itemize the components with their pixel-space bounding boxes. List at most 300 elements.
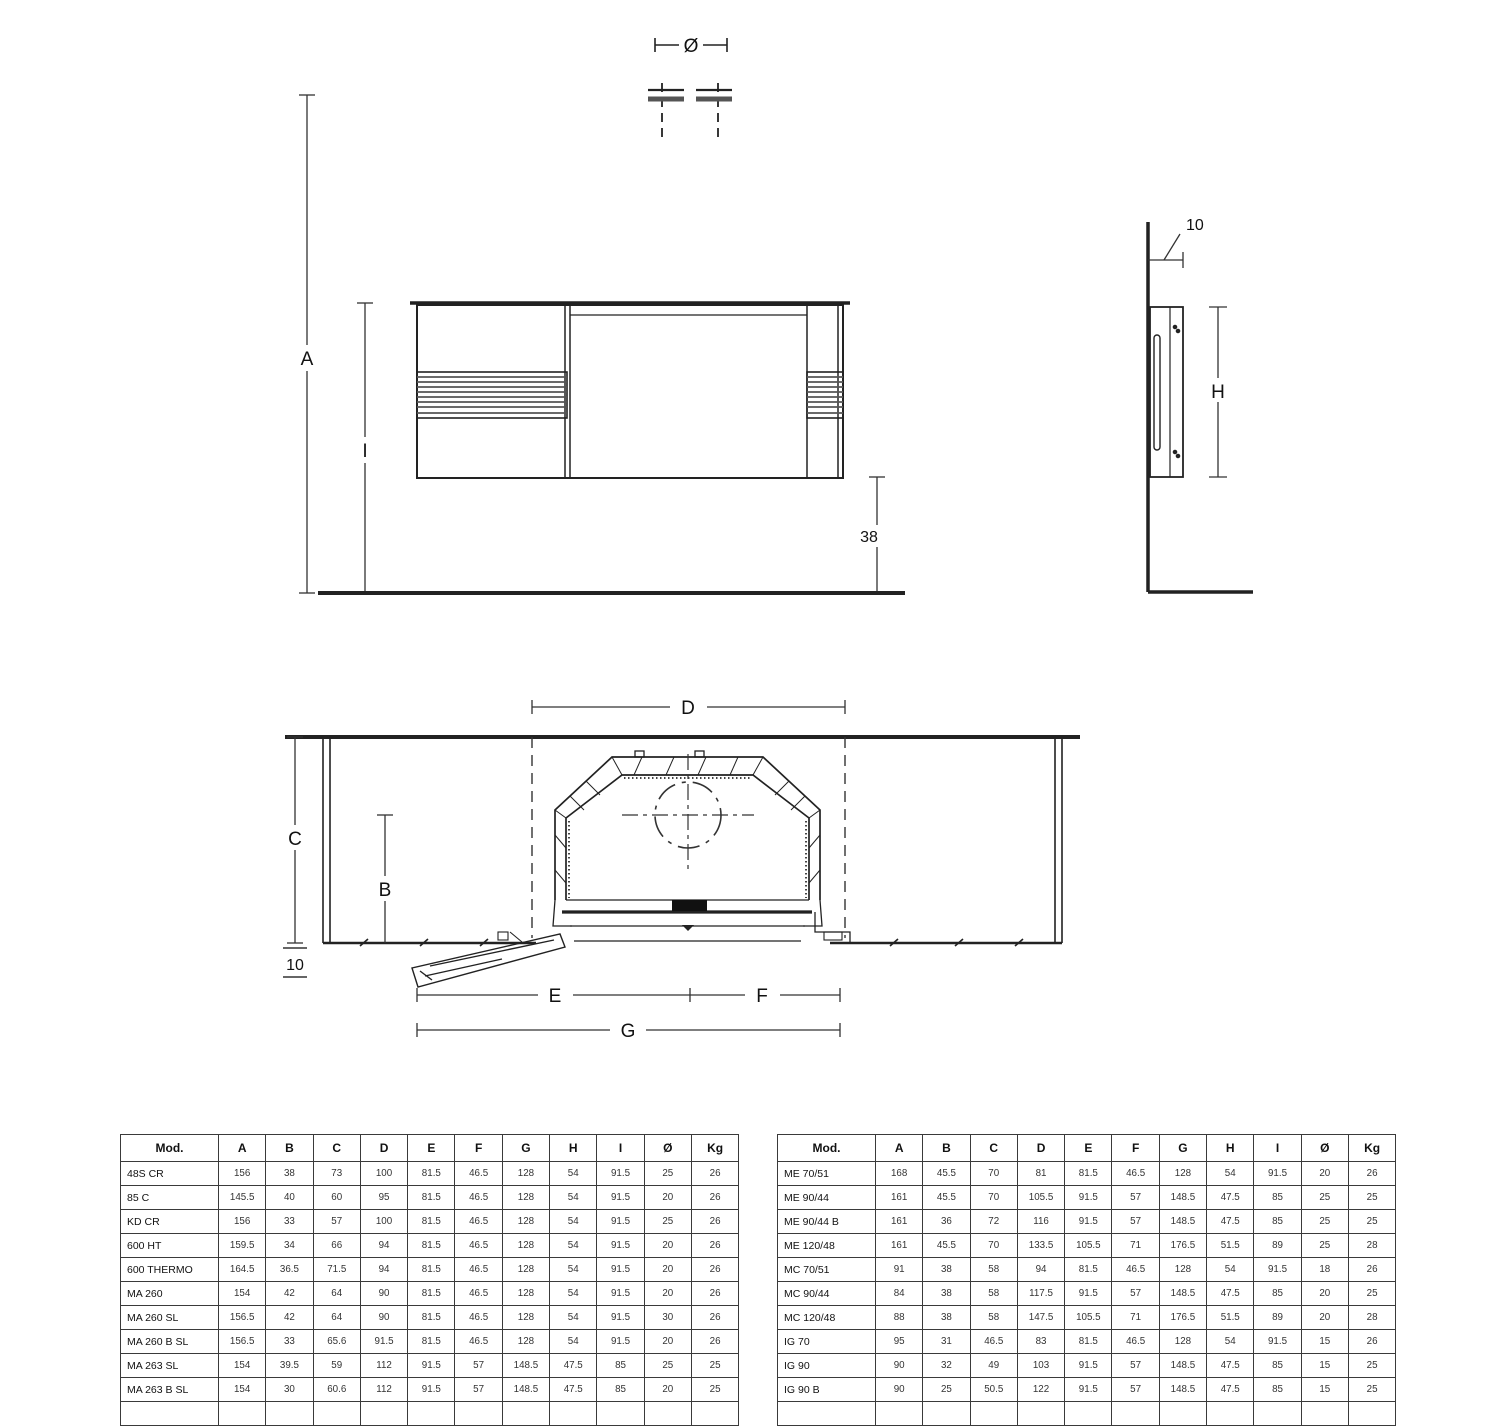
value-cell: 70 (970, 1186, 1017, 1210)
value-cell: 103 (1017, 1354, 1064, 1378)
value-cell: 25 (644, 1162, 691, 1186)
value-cell: 91.5 (360, 1330, 407, 1354)
value-cell: 156 (219, 1210, 266, 1234)
value-cell: 81.5 (408, 1210, 455, 1234)
value-cell: 46.5 (455, 1210, 502, 1234)
value-cell (1017, 1402, 1064, 1426)
value-cell: 45.5 (923, 1234, 970, 1258)
value-cell: 38 (923, 1306, 970, 1330)
value-cell (1065, 1402, 1112, 1426)
door-flap (412, 932, 565, 987)
value-cell: 105.5 (1065, 1306, 1112, 1330)
value-cell: 46.5 (455, 1258, 502, 1282)
value-cell: 47.5 (1207, 1354, 1254, 1378)
col-header: Kg (691, 1135, 738, 1162)
value-cell: 147.5 (1017, 1306, 1064, 1330)
model-cell: MC 120/48 (778, 1306, 876, 1330)
value-cell: 20 (644, 1330, 691, 1354)
value-cell: 145.5 (219, 1186, 266, 1210)
dimension-table-left (120, 1134, 739, 1426)
value-cell: 122 (1017, 1378, 1064, 1402)
hood-profile (1150, 307, 1183, 477)
value-cell: 57 (313, 1210, 360, 1234)
value-cell: 54 (550, 1210, 597, 1234)
table-header-row (121, 1135, 739, 1162)
value-cell: 90 (360, 1306, 407, 1330)
dimension-table-right (777, 1134, 1396, 1426)
value-cell: 38 (923, 1282, 970, 1306)
value-cell: 91 (876, 1258, 923, 1282)
value-cell: 26 (691, 1162, 738, 1186)
value-cell: 128 (502, 1330, 549, 1354)
value-cell (1207, 1402, 1254, 1426)
value-cell: 112 (360, 1354, 407, 1378)
model-cell: ME 120/48 (778, 1234, 876, 1258)
value-cell: 164.5 (219, 1258, 266, 1282)
value-cell: 91.5 (408, 1354, 455, 1378)
value-cell: 81.5 (408, 1186, 455, 1210)
dim-label-a: A (300, 349, 314, 370)
table-row-partial (121, 1402, 739, 1426)
dim-a-line (299, 95, 315, 593)
value-cell: 81.5 (408, 1282, 455, 1306)
model-cell: IG 90 B (778, 1378, 876, 1402)
value-cell (597, 1402, 644, 1426)
value-cell: 85 (597, 1378, 644, 1402)
value-cell (219, 1402, 266, 1426)
dimension-table-right-wrap (777, 1134, 1397, 1427)
value-cell: 20 (1301, 1162, 1348, 1186)
value-cell: 47.5 (1207, 1210, 1254, 1234)
value-cell: 71 (1112, 1306, 1159, 1330)
plan-view-drawing (270, 680, 1090, 1080)
model-cell: IG 90 (778, 1354, 876, 1378)
value-cell: 20 (1301, 1306, 1348, 1330)
value-cell: 46.5 (1112, 1162, 1159, 1186)
value-cell: 128 (1159, 1162, 1206, 1186)
value-cell: 57 (1112, 1210, 1159, 1234)
value-cell: 159.5 (219, 1234, 266, 1258)
value-cell: 60.6 (313, 1378, 360, 1402)
table-row (778, 1210, 1396, 1234)
value-cell: 65.6 (313, 1330, 360, 1354)
value-cell (923, 1402, 970, 1426)
model-cell (121, 1402, 219, 1426)
col-header: D (1017, 1135, 1064, 1162)
table-row (778, 1354, 1396, 1378)
value-cell: 91.5 (1065, 1186, 1112, 1210)
value-cell: 47.5 (550, 1378, 597, 1402)
value-cell: 85 (1254, 1282, 1301, 1306)
value-cell: 128 (502, 1234, 549, 1258)
value-cell: 85 (1254, 1210, 1301, 1234)
value-cell: 46.5 (455, 1186, 502, 1210)
table-row (121, 1258, 739, 1282)
value-cell: 105.5 (1065, 1234, 1112, 1258)
value-cell: 100 (360, 1210, 407, 1234)
table-row (121, 1306, 739, 1330)
dim-label-f: F (756, 986, 768, 1007)
value-cell: 81.5 (1065, 1330, 1112, 1354)
value-cell: 54 (550, 1162, 597, 1186)
value-cell: 85 (1254, 1378, 1301, 1402)
col-header: F (1112, 1135, 1159, 1162)
value-cell: 36.5 (266, 1258, 313, 1282)
value-cell: 148.5 (1159, 1378, 1206, 1402)
value-cell: 72 (970, 1210, 1017, 1234)
value-cell: 25 (1348, 1354, 1395, 1378)
dim-ef-line (417, 988, 840, 1002)
value-cell: 154 (219, 1354, 266, 1378)
model-cell: MA 263 B SL (121, 1378, 219, 1402)
value-cell: 70 (970, 1234, 1017, 1258)
value-cell: 33 (266, 1330, 313, 1354)
value-cell: 176.5 (1159, 1306, 1206, 1330)
value-cell: 25 (1348, 1186, 1395, 1210)
value-cell: 156.5 (219, 1330, 266, 1354)
value-cell: 26 (1348, 1162, 1395, 1186)
table-row (778, 1330, 1396, 1354)
value-cell: 46.5 (455, 1234, 502, 1258)
value-cell: 57 (455, 1354, 502, 1378)
table-row (121, 1162, 739, 1186)
value-cell: 95 (360, 1186, 407, 1210)
value-cell: 91.5 (1065, 1210, 1112, 1234)
value-cell: 91.5 (597, 1258, 644, 1282)
value-cell: 156 (219, 1162, 266, 1186)
flue-circle (622, 754, 754, 870)
model-cell: ME 90/44 (778, 1186, 876, 1210)
value-cell (360, 1402, 407, 1426)
value-cell: 90 (876, 1378, 923, 1402)
table-row (121, 1378, 739, 1402)
value-cell: 91.5 (1065, 1282, 1112, 1306)
value-cell: 94 (360, 1258, 407, 1282)
value-cell: 91.5 (597, 1210, 644, 1234)
col-header-model: Mod. (121, 1135, 219, 1162)
col-header: H (550, 1135, 597, 1162)
table-row (778, 1306, 1396, 1330)
model-cell: ME 70/51 (778, 1162, 876, 1186)
value-cell: 51.5 (1207, 1306, 1254, 1330)
col-header: A (876, 1135, 923, 1162)
value-cell: 45.5 (923, 1186, 970, 1210)
value-cell: 40 (266, 1186, 313, 1210)
value-cell: 91.5 (597, 1282, 644, 1306)
col-header: H (1207, 1135, 1254, 1162)
value-cell: 117.5 (1017, 1282, 1064, 1306)
value-cell: 128 (502, 1210, 549, 1234)
value-cell: 81.5 (1065, 1162, 1112, 1186)
dim-label-i: I (362, 441, 368, 462)
value-cell: 20 (644, 1378, 691, 1402)
value-cell: 36 (923, 1210, 970, 1234)
value-cell: 89 (1254, 1234, 1301, 1258)
value-cell: 25 (923, 1378, 970, 1402)
table-row (778, 1258, 1396, 1282)
value-cell: 20 (644, 1234, 691, 1258)
value-cell: 26 (691, 1258, 738, 1282)
value-cell: 34 (266, 1234, 313, 1258)
value-cell: 51.5 (1207, 1234, 1254, 1258)
value-cell: 91.5 (1254, 1162, 1301, 1186)
value-cell: 81.5 (408, 1234, 455, 1258)
value-cell: 42 (266, 1306, 313, 1330)
table-row (121, 1282, 739, 1306)
value-cell: 54 (550, 1282, 597, 1306)
model-cell: MC 90/44 (778, 1282, 876, 1306)
value-cell: 60 (313, 1186, 360, 1210)
value-cell: 128 (502, 1186, 549, 1210)
value-cell: 148.5 (1159, 1354, 1206, 1378)
dim-label-d: D (681, 698, 695, 719)
value-cell: 54 (1207, 1330, 1254, 1354)
value-cell: 128 (502, 1162, 549, 1186)
col-header: E (1065, 1135, 1112, 1162)
value-cell: 73 (313, 1162, 360, 1186)
value-cell: 88 (876, 1306, 923, 1330)
value-cell: 91.5 (1254, 1258, 1301, 1282)
value-cell: 46.5 (455, 1306, 502, 1330)
col-header: G (1159, 1135, 1206, 1162)
value-cell: 105.5 (1017, 1186, 1064, 1210)
value-cell (550, 1402, 597, 1426)
value-cell: 46.5 (970, 1330, 1017, 1354)
dim-label-b: B (378, 880, 392, 901)
dim-label-diameter: Ø (683, 36, 699, 57)
value-cell: 161 (876, 1210, 923, 1234)
dim-label-e: E (548, 986, 562, 1007)
value-cell: 57 (1112, 1282, 1159, 1306)
value-cell: 46.5 (455, 1330, 502, 1354)
value-cell: 161 (876, 1186, 923, 1210)
value-cell (455, 1402, 502, 1426)
value-cell: 91.5 (408, 1378, 455, 1402)
value-cell: 57 (455, 1378, 502, 1402)
dim-label-38: 38 (860, 529, 878, 546)
col-header: C (970, 1135, 1017, 1162)
model-cell: MC 70/51 (778, 1258, 876, 1282)
table-row (778, 1234, 1396, 1258)
value-cell: 71 (1112, 1234, 1159, 1258)
value-cell: 148.5 (1159, 1210, 1206, 1234)
table-row (121, 1354, 739, 1378)
model-cell: MA 260 B SL (121, 1330, 219, 1354)
value-cell: 148.5 (502, 1378, 549, 1402)
value-cell: 91.5 (597, 1234, 644, 1258)
value-cell: 31 (923, 1330, 970, 1354)
counter-left (323, 737, 536, 946)
value-cell (408, 1402, 455, 1426)
table-row (121, 1210, 739, 1234)
value-cell: 116 (1017, 1210, 1064, 1234)
value-cell: 30 (266, 1378, 313, 1402)
dim-label-h: H (1211, 382, 1225, 403)
value-cell: 57 (1112, 1354, 1159, 1378)
value-cell: 42 (266, 1282, 313, 1306)
value-cell (266, 1402, 313, 1426)
value-cell: 25 (691, 1354, 738, 1378)
model-cell: KD CR (121, 1210, 219, 1234)
dim-label-10: 10 (1186, 217, 1204, 234)
value-cell: 58 (970, 1306, 1017, 1330)
value-cell: 26 (1348, 1258, 1395, 1282)
value-cell: 28 (1348, 1306, 1395, 1330)
dim-label-c: C (288, 829, 302, 850)
hood-body (410, 303, 850, 478)
value-cell: 85 (597, 1354, 644, 1378)
value-cell: 46.5 (455, 1282, 502, 1306)
value-cell: 128 (1159, 1330, 1206, 1354)
col-header: B (923, 1135, 970, 1162)
value-cell: 54 (550, 1330, 597, 1354)
value-cell: 46.5 (1112, 1258, 1159, 1282)
table-row (778, 1282, 1396, 1306)
value-cell (1112, 1402, 1159, 1426)
value-cell: 25 (1301, 1210, 1348, 1234)
value-cell: 81.5 (408, 1162, 455, 1186)
value-cell: 94 (360, 1234, 407, 1258)
counter-right (830, 737, 1062, 946)
value-cell: 58 (970, 1282, 1017, 1306)
value-cell: 100 (360, 1162, 407, 1186)
value-cell: 91.5 (1254, 1330, 1301, 1354)
value-cell: 57 (1112, 1186, 1159, 1210)
value-cell: 25 (644, 1210, 691, 1234)
value-cell: 91.5 (597, 1186, 644, 1210)
table-row (778, 1162, 1396, 1186)
value-cell: 91.5 (597, 1162, 644, 1186)
col-header: F (455, 1135, 502, 1162)
col-header: Ø (1301, 1135, 1348, 1162)
model-cell: MA 260 (121, 1282, 219, 1306)
value-cell: 26 (691, 1306, 738, 1330)
value-cell (313, 1402, 360, 1426)
value-cell: 64 (313, 1282, 360, 1306)
value-cell: 112 (360, 1378, 407, 1402)
value-cell: 91.5 (597, 1306, 644, 1330)
value-cell: 154 (219, 1378, 266, 1402)
value-cell: 84 (876, 1282, 923, 1306)
model-cell: IG 70 (778, 1330, 876, 1354)
value-cell (876, 1402, 923, 1426)
model-cell: 85 C (121, 1186, 219, 1210)
col-header: E (408, 1135, 455, 1162)
value-cell: 91.5 (1065, 1378, 1112, 1402)
table-header-row (778, 1135, 1396, 1162)
value-cell: 90 (360, 1282, 407, 1306)
value-cell: 25 (1348, 1210, 1395, 1234)
value-cell: 81.5 (1065, 1258, 1112, 1282)
value-cell: 128 (502, 1282, 549, 1306)
value-cell: 26 (691, 1186, 738, 1210)
value-cell: 156.5 (219, 1306, 266, 1330)
value-cell: 161 (876, 1234, 923, 1258)
value-cell: 20 (1301, 1282, 1348, 1306)
table-row (121, 1330, 739, 1354)
value-cell: 50.5 (970, 1378, 1017, 1402)
value-cell: 59 (313, 1354, 360, 1378)
model-cell: MA 263 SL (121, 1354, 219, 1378)
value-cell: 38 (266, 1162, 313, 1186)
value-cell: 54 (550, 1234, 597, 1258)
value-cell: 25 (691, 1378, 738, 1402)
value-cell: 128 (502, 1258, 549, 1282)
value-cell: 85 (1254, 1186, 1301, 1210)
value-cell: 20 (644, 1186, 691, 1210)
dim-label-10-plan: 10 (286, 957, 304, 974)
value-cell: 128 (502, 1306, 549, 1330)
col-header: Kg (1348, 1135, 1395, 1162)
value-cell (1159, 1402, 1206, 1426)
value-cell: 18 (1301, 1258, 1348, 1282)
value-cell: 58 (970, 1258, 1017, 1282)
dim-label-g: G (620, 1021, 636, 1042)
value-cell: 45.5 (923, 1162, 970, 1186)
value-cell: 38 (923, 1258, 970, 1282)
col-header: Ø (644, 1135, 691, 1162)
value-cell (1301, 1402, 1348, 1426)
value-cell: 71.5 (313, 1258, 360, 1282)
value-cell: 85 (1254, 1354, 1301, 1378)
dim-10-line (1148, 234, 1183, 268)
value-cell: 54 (1207, 1258, 1254, 1282)
value-cell: 128 (1159, 1258, 1206, 1282)
hood-front-assembly (553, 900, 850, 943)
model-cell: 600 HT (121, 1234, 219, 1258)
value-cell: 20 (644, 1258, 691, 1282)
value-cell: 81.5 (408, 1258, 455, 1282)
value-cell: 47.5 (1207, 1186, 1254, 1210)
value-cell: 70 (970, 1162, 1017, 1186)
value-cell: 25 (1301, 1234, 1348, 1258)
value-cell: 39.5 (266, 1354, 313, 1378)
col-header: A (219, 1135, 266, 1162)
value-cell (970, 1402, 1017, 1426)
value-cell: 54 (550, 1306, 597, 1330)
col-header: C (313, 1135, 360, 1162)
wall-line (1148, 222, 1253, 592)
value-cell: 168 (876, 1162, 923, 1186)
value-cell: 33 (266, 1210, 313, 1234)
value-cell: 133.5 (1017, 1234, 1064, 1258)
value-cell: 49 (970, 1354, 1017, 1378)
value-cell (1348, 1402, 1395, 1426)
value-cell: 95 (876, 1330, 923, 1354)
table-row (778, 1378, 1396, 1402)
value-cell: 32 (923, 1354, 970, 1378)
model-cell: MA 260 SL (121, 1306, 219, 1330)
value-cell: 15 (1301, 1330, 1348, 1354)
side-view-drawing (1090, 190, 1290, 630)
value-cell (644, 1402, 691, 1426)
value-cell: 54 (550, 1258, 597, 1282)
model-cell: 48S CR (121, 1162, 219, 1186)
value-cell: 148.5 (1159, 1282, 1206, 1306)
model-cell: 600 THERMO (121, 1258, 219, 1282)
value-cell (502, 1402, 549, 1426)
value-cell: 64 (313, 1306, 360, 1330)
value-cell (691, 1402, 738, 1426)
value-cell: 94 (1017, 1258, 1064, 1282)
value-cell: 148.5 (502, 1354, 549, 1378)
col-header: B (266, 1135, 313, 1162)
value-cell: 66 (313, 1234, 360, 1258)
value-cell: 83 (1017, 1330, 1064, 1354)
value-cell: 154 (219, 1282, 266, 1306)
left-vent-grille (417, 372, 567, 418)
value-cell: 81.5 (408, 1306, 455, 1330)
